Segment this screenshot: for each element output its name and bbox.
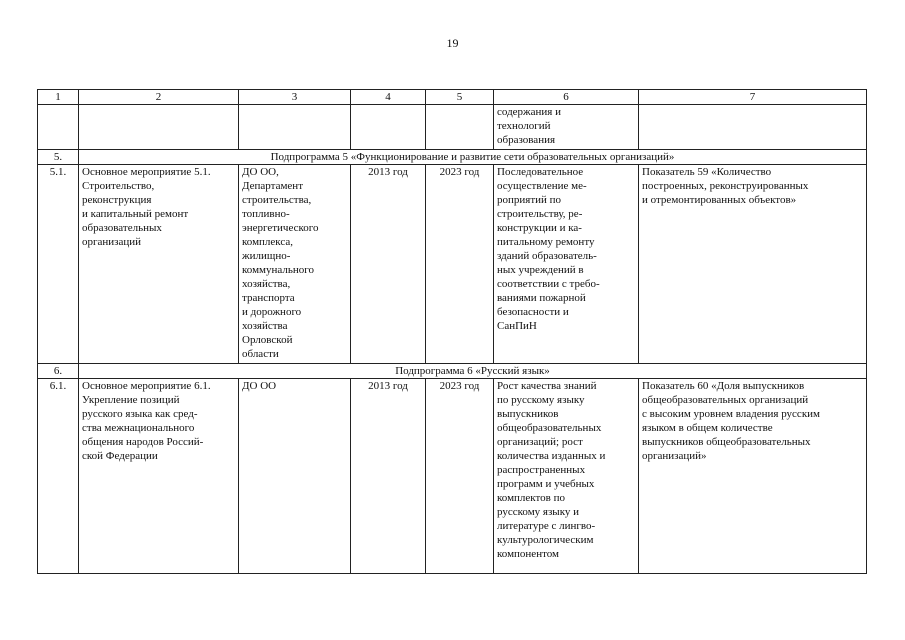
measure-cell: Основное мероприятие 6.1. Укрепление позиций русского языка как сред- ства межнационального общения народов Россий- ской Федерации — [79, 379, 239, 574]
measure-row-6-1 — [38, 379, 867, 574]
page-number: 19 — [446, 36, 459, 50]
indicator-cell: Показатель 60 «Доля выпускников общеобразовательных организаций с высоким уровнем владения русским языком в общем количестве выпускников общеобразовательных организаций» — [639, 379, 867, 574]
column-number-cell: 2 — [79, 90, 239, 105]
result-cell: содержания и технологий образования — [494, 105, 639, 150]
column-number-cell: 3 — [239, 90, 351, 105]
column-number-row — [38, 90, 867, 105]
end-year-cell: 2023 год — [426, 165, 494, 364]
result-cell: Рост качества знаний по русскому языку выпускников общеобразовательных организаций; рост количества изданных и распространенных программ и учебных комплектов по русскому языку и литературе с лингво- культурологическим компонентом — [494, 379, 639, 574]
start-year-cell: 2013 год — [351, 165, 426, 364]
end-year-cell: 2023 год — [426, 379, 494, 574]
row-number: 5.1. — [38, 165, 79, 364]
executor-cell: ДО ОО, Департамент строительства, топливно- энергетического комплекса, жилищно- коммунального хозяйства, транспорта и дорожного хозяйства Орловской области — [239, 165, 351, 364]
row-number: 6.1. — [38, 379, 79, 574]
section-title: Подпрограмма 5 «Функционирование и развитие сети образовательных организаций» — [79, 150, 867, 165]
continuation-row — [38, 105, 867, 150]
subprogram-6-row — [38, 364, 867, 379]
start-year-cell: 2013 год — [351, 379, 426, 574]
program-measures-table — [37, 89, 867, 574]
subprogram-5-row — [38, 150, 867, 165]
measure-cell: Основное мероприятие 5.1. Строительство, реконструкция и капитальный ремонт образовательных организаций — [79, 165, 239, 364]
section-number: 5. — [38, 150, 79, 165]
empty-cell — [239, 105, 351, 150]
empty-cell — [351, 105, 426, 150]
column-number-cell: 6 — [494, 90, 639, 105]
section-title: Подпрограмма 6 «Русский язык» — [79, 364, 867, 379]
empty-cell — [639, 105, 867, 150]
column-number-cell: 1 — [38, 90, 79, 105]
result-cell: Последовательное осуществление ме- роприятий по строительству, ре- конструкции и ка- питальному ремонту зданий образователь- ных учреждений в соответствии с требо- ваниями пожарной безопасности и СанПиН — [494, 165, 639, 364]
section-number: 6. — [38, 364, 79, 379]
indicator-cell: Показатель 59 «Количество построенных, реконструированных и отремонтированных объектов» — [639, 165, 867, 364]
measure-row-5-1 — [38, 165, 867, 364]
column-number-cell: 7 — [639, 90, 867, 105]
empty-cell — [426, 105, 494, 150]
column-number-cell: 4 — [351, 90, 426, 105]
empty-cell — [79, 105, 239, 150]
column-number-cell: 5 — [426, 90, 494, 105]
executor-cell: ДО ОО — [239, 379, 351, 574]
empty-cell — [38, 105, 79, 150]
